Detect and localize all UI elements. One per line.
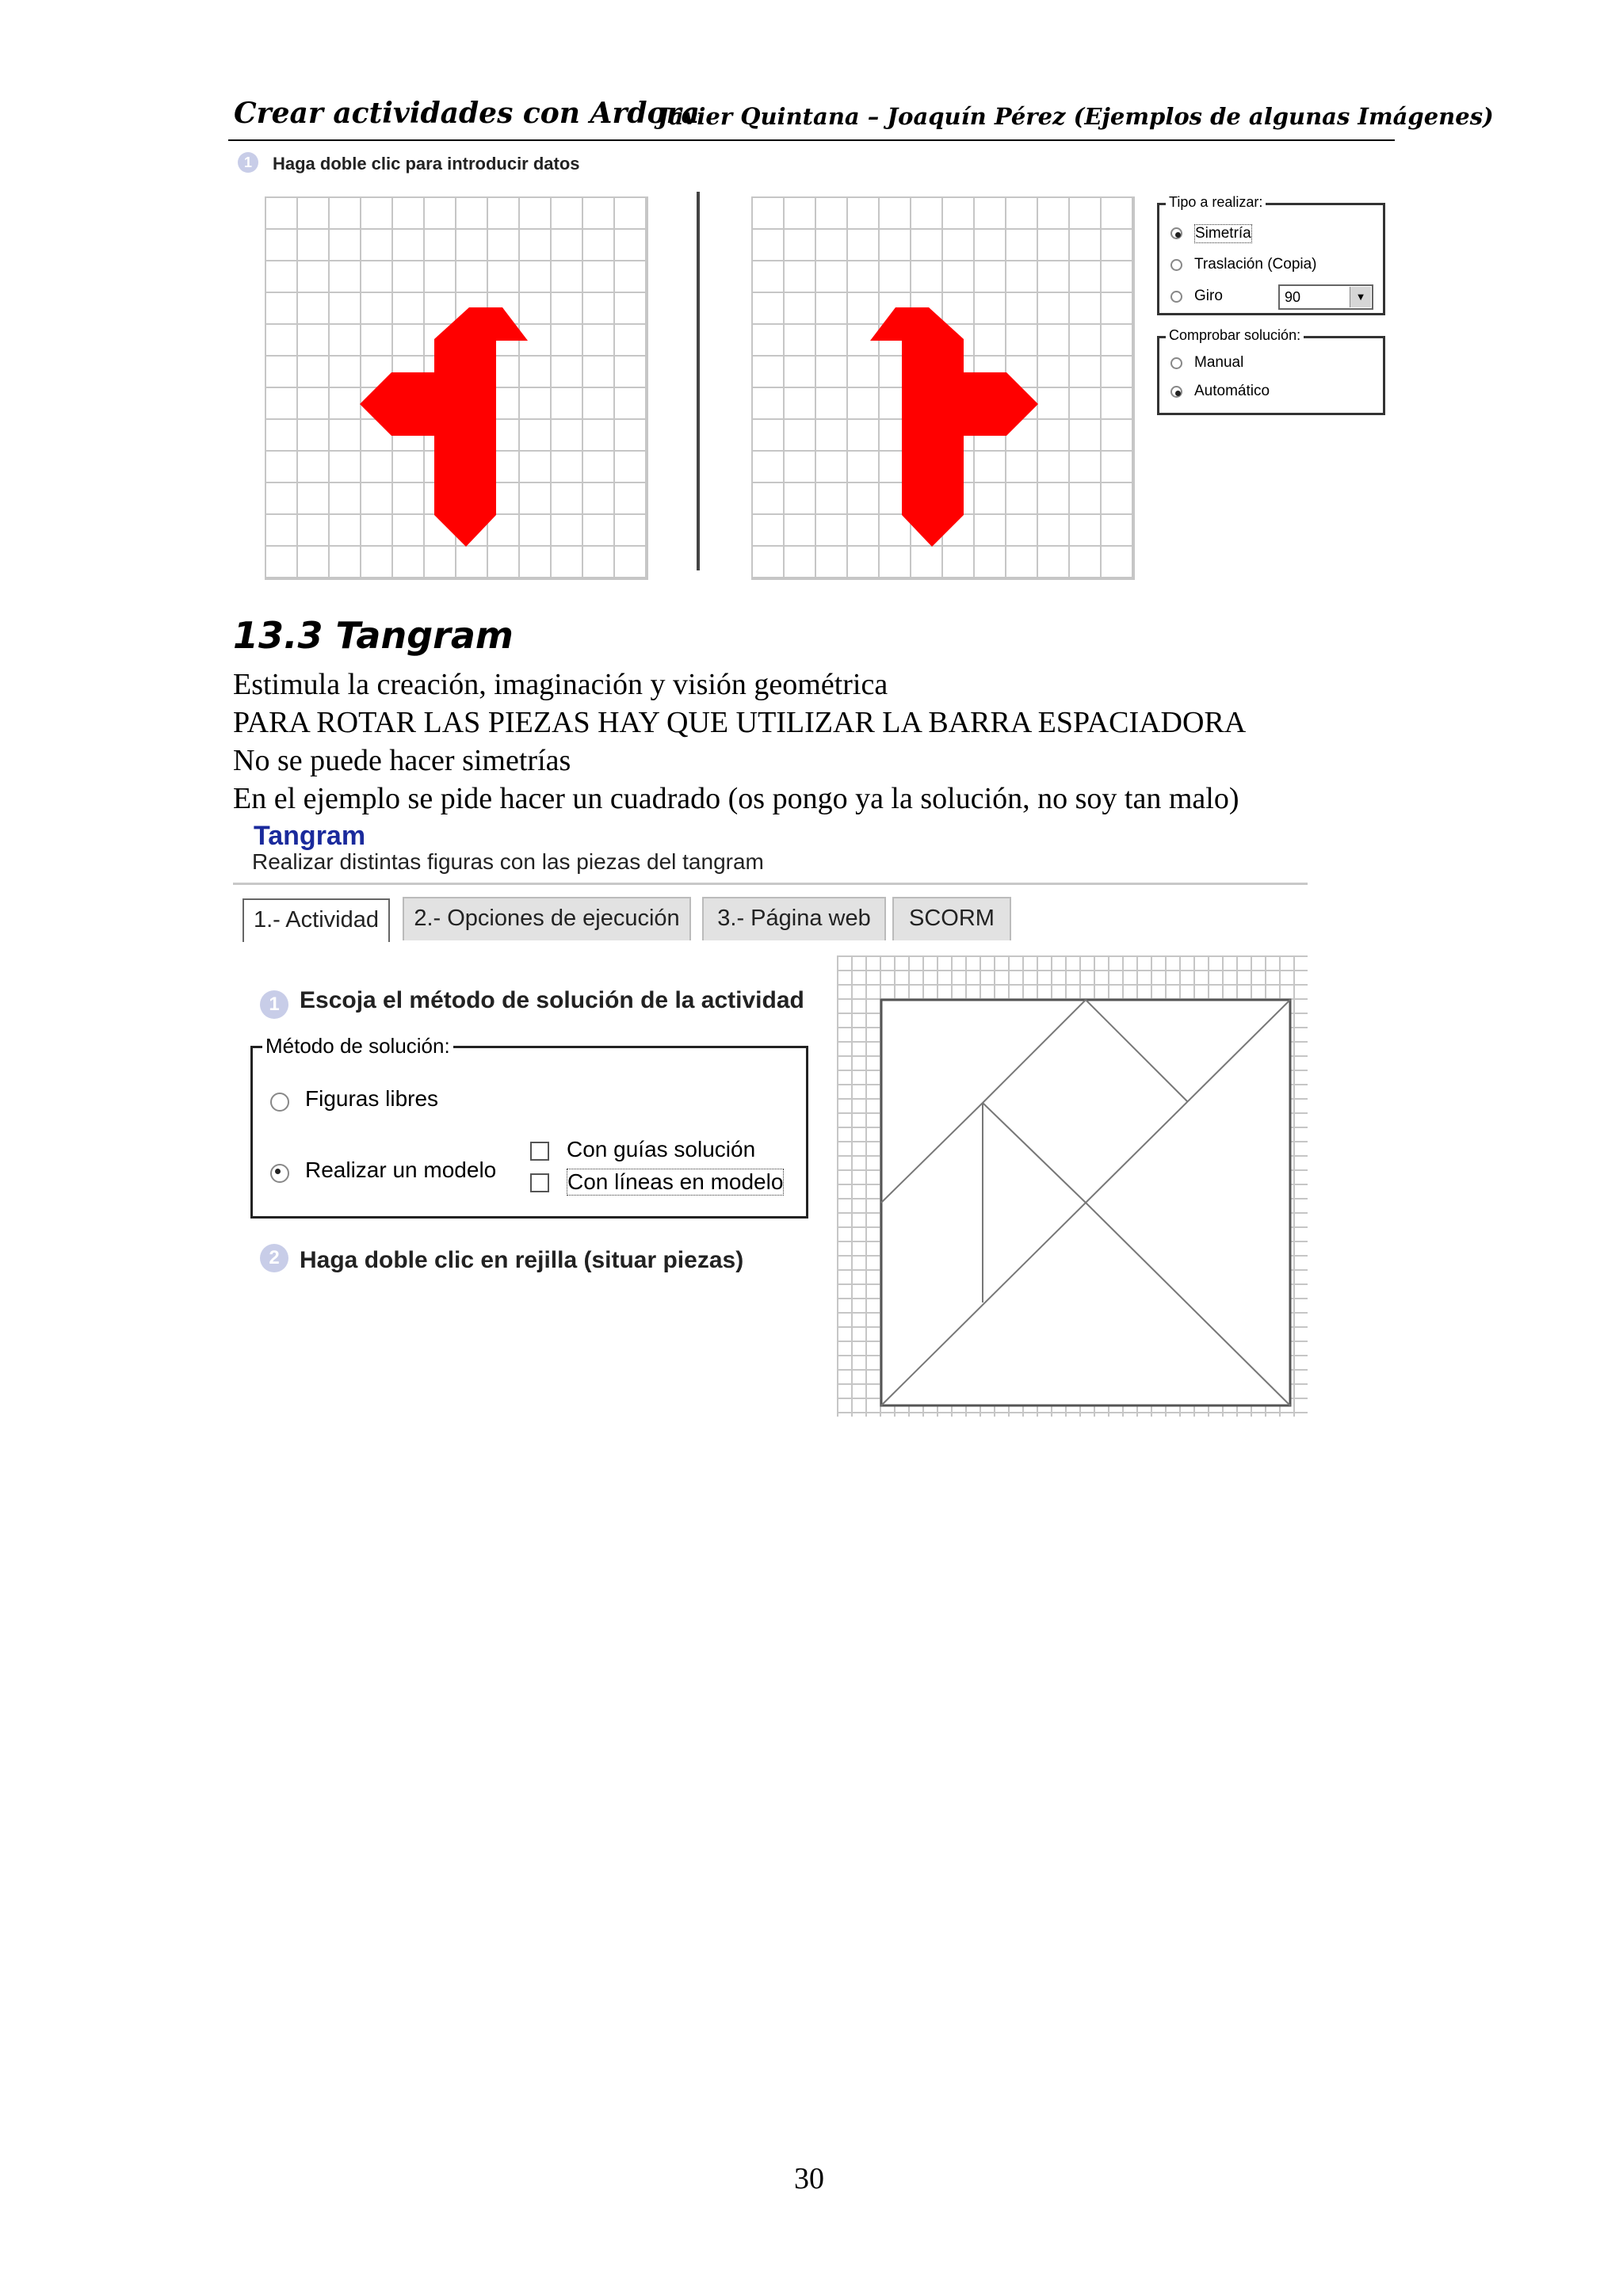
- checkbox-label-lineas-modelo: Con líneas en modelo: [567, 1169, 784, 1194]
- comprobar-group: [1157, 327, 1385, 415]
- right-shape: [751, 196, 1133, 578]
- symmetry-screenshot: [228, 147, 1395, 585]
- step1-label: Escoja el método de solución de la actividad: [300, 987, 804, 1013]
- checkbox-guias-solucion[interactable]: [530, 1142, 549, 1161]
- option-giro: Giro: [1194, 288, 1223, 304]
- panel-separator: [697, 192, 700, 570]
- paragraph-3: No se puede hacer simetrías: [233, 744, 571, 777]
- option-manual: Manual: [1194, 354, 1244, 371]
- option-simetria: Simetría: [1195, 225, 1251, 242]
- paragraph-4: En el ejemplo se pide hacer un cuadrado (os pongo ya la solución, no soy tan malo): [233, 782, 1239, 815]
- step2-label: Haga doble clic en rejilla (situar piezas): [300, 1247, 744, 1273]
- paragraph-1: Estimula la creación, imaginación y visión geométrica: [233, 668, 888, 701]
- tab-actividad[interactable]: 1.- Actividad: [242, 898, 390, 942]
- tangram-title: Tangram: [254, 821, 366, 851]
- option-automatico: Automático: [1194, 383, 1270, 399]
- checkbox-lineas-modelo[interactable]: [530, 1173, 549, 1192]
- radio-simetria[interactable]: [1170, 227, 1182, 239]
- tipo-legend: Tipo a realizar:: [1166, 194, 1266, 211]
- method-group: [250, 1034, 808, 1219]
- tab-scorm[interactable]: SCORM: [892, 897, 1011, 940]
- comprobar-legend: Comprobar solución:: [1166, 327, 1304, 344]
- radio-figuras-libres[interactable]: [270, 1093, 289, 1112]
- step-number-icon: 1: [238, 152, 258, 173]
- left-shape: [265, 196, 647, 578]
- giro-value: 90: [1285, 289, 1301, 305]
- step-label: Haga doble clic para introducir datos: [273, 154, 580, 174]
- option-traslacion: Traslación (Copia): [1194, 256, 1317, 273]
- radio-manual[interactable]: [1170, 357, 1182, 369]
- tangram-subtitle: Realizar distintas figuras con las piezas del tangram: [252, 849, 764, 874]
- tangram-model: [837, 955, 1308, 1417]
- tipo-group: [1157, 194, 1385, 315]
- radio-automatico[interactable]: [1170, 386, 1182, 398]
- header-right-authors: Javier Quintana – Joaquín Pérez (Ejemplos de algunas Imágenes): [658, 103, 1494, 130]
- checkbox-label-guias-solucion: Con guías solución: [567, 1137, 756, 1161]
- radio-realizar-modelo[interactable]: [270, 1164, 289, 1183]
- header-rule: [228, 139, 1395, 141]
- section-title: 13.3 Tangram: [233, 614, 514, 657]
- paragraph-2: PARA ROTAR LAS PIEZAS HAY QUE UTILIZAR LA BARRA ESPACIADORA: [233, 706, 1247, 739]
- page-number: 30: [794, 2162, 824, 2195]
- tab-pagina-web[interactable]: 3.- Página web: [702, 897, 886, 940]
- tab-opciones-ejecucion[interactable]: 2.- Opciones de ejecución: [403, 897, 691, 940]
- title-divider: [233, 883, 1308, 885]
- chevron-down-icon[interactable]: ▼: [1350, 287, 1371, 307]
- step1-number-icon: 1: [260, 990, 288, 1019]
- header-left-title: Crear actividades con Ardora: [234, 97, 700, 130]
- step2-number-icon: 2: [260, 1244, 288, 1272]
- method-legend: Método de solución:: [262, 1034, 453, 1058]
- option-realizar-modelo: Realizar un modelo: [305, 1158, 497, 1182]
- giro-select[interactable]: [1278, 284, 1373, 310]
- radio-traslacion[interactable]: [1170, 259, 1182, 271]
- radio-giro[interactable]: [1170, 291, 1182, 303]
- option-figuras-libres: Figuras libres: [305, 1086, 439, 1111]
